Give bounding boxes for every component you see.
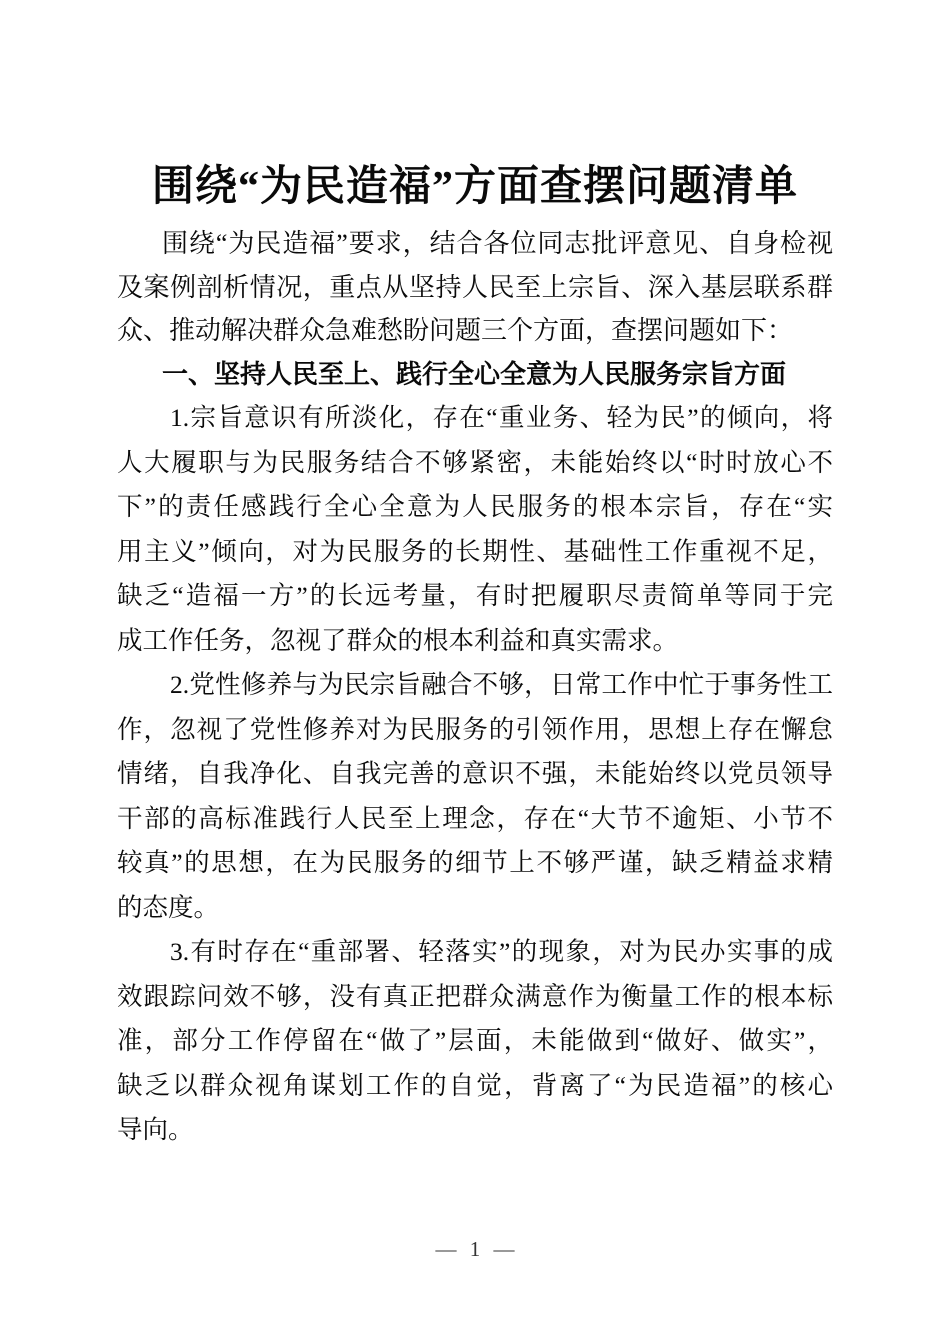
text-line: 众、推动解决群众急难愁盼问题三个方面，查摆问题如下： [117, 316, 794, 345]
text-line: 准，部分工作停留在“做了”层面，未能做到“做好、做实”， [117, 1026, 833, 1055]
text-line: 用主义”倾向，对为民服务的长期性、基础性工作重视不足， [117, 536, 833, 566]
text-line: 较真”的思想，在为民服务的细节上不够严谨，缺乏精益求精 [117, 848, 833, 877]
text-line: 情绪，自我净化、自我完善的意识不强，未能始终以党员领导 [117, 759, 833, 788]
document-title: 围绕“为民造福”方面查摆问题清单 [151, 164, 798, 210]
text-line: 缺乏“造福一方”的长远考量，有时把履职尽责简单等同于完 [117, 581, 833, 610]
text-line: 围绕“为民造福”要求，结合各位同志批评意见、自身检视 [162, 229, 833, 258]
text-line: 缺乏以群众视角谋划工作的自觉，背离了“为民造福”的核心 [117, 1070, 833, 1100]
text-line: 及案例剖析情况，重点从坚持人民至上宗旨、深入基层联系群 [117, 272, 833, 302]
section-heading [117, 353, 833, 397]
text-line: 下”的责任感践行全心全意为人民服务的根本宗旨，存在“实 [117, 492, 833, 521]
page-number: — 1 — [435, 1237, 515, 1261]
text-line: 的态度。 [117, 892, 220, 922]
text-line: 作，忽视了党性修养对为民服务的引领作用，思想上存在懈怠 [117, 714, 833, 744]
text-line: 干部的高标准践行人民至上理念，存在“大节不逾矩、小节不 [117, 803, 833, 833]
paragraph-numbered-item-2 [117, 663, 833, 930]
text-line: 成工作任务，忽视了群众的根本利益和真实需求。 [117, 625, 679, 655]
document-body [117, 222, 833, 1153]
text-line: 人大履职与为民服务结合不够紧密，未能始终以“时时放心不 [117, 447, 833, 477]
text-line: 1.宗旨意识有所淡化，存在“重业务、轻为民”的倾向，将 [170, 403, 833, 432]
paragraph-numbered-item-3 [117, 930, 833, 1153]
text-line: 2.党性修养与为民宗旨融合不够，日常工作中忙于事务性工 [170, 670, 833, 699]
text-line: 一、坚持人民至上、践行全心全意为人民服务宗旨方面 [162, 358, 787, 389]
document-content [117, 158, 833, 1153]
paragraph-introduction [117, 222, 833, 353]
paragraph-numbered-item-1 [117, 396, 833, 663]
text-line: 3.有时存在“重部署、轻落实”的现象，对为民办实事的成 [170, 937, 833, 966]
text-line: 导向。 [117, 1115, 194, 1144]
text-line: 效跟踪问效不够，没有真正把群众满意作为衡量工作的根本标 [117, 981, 833, 1011]
